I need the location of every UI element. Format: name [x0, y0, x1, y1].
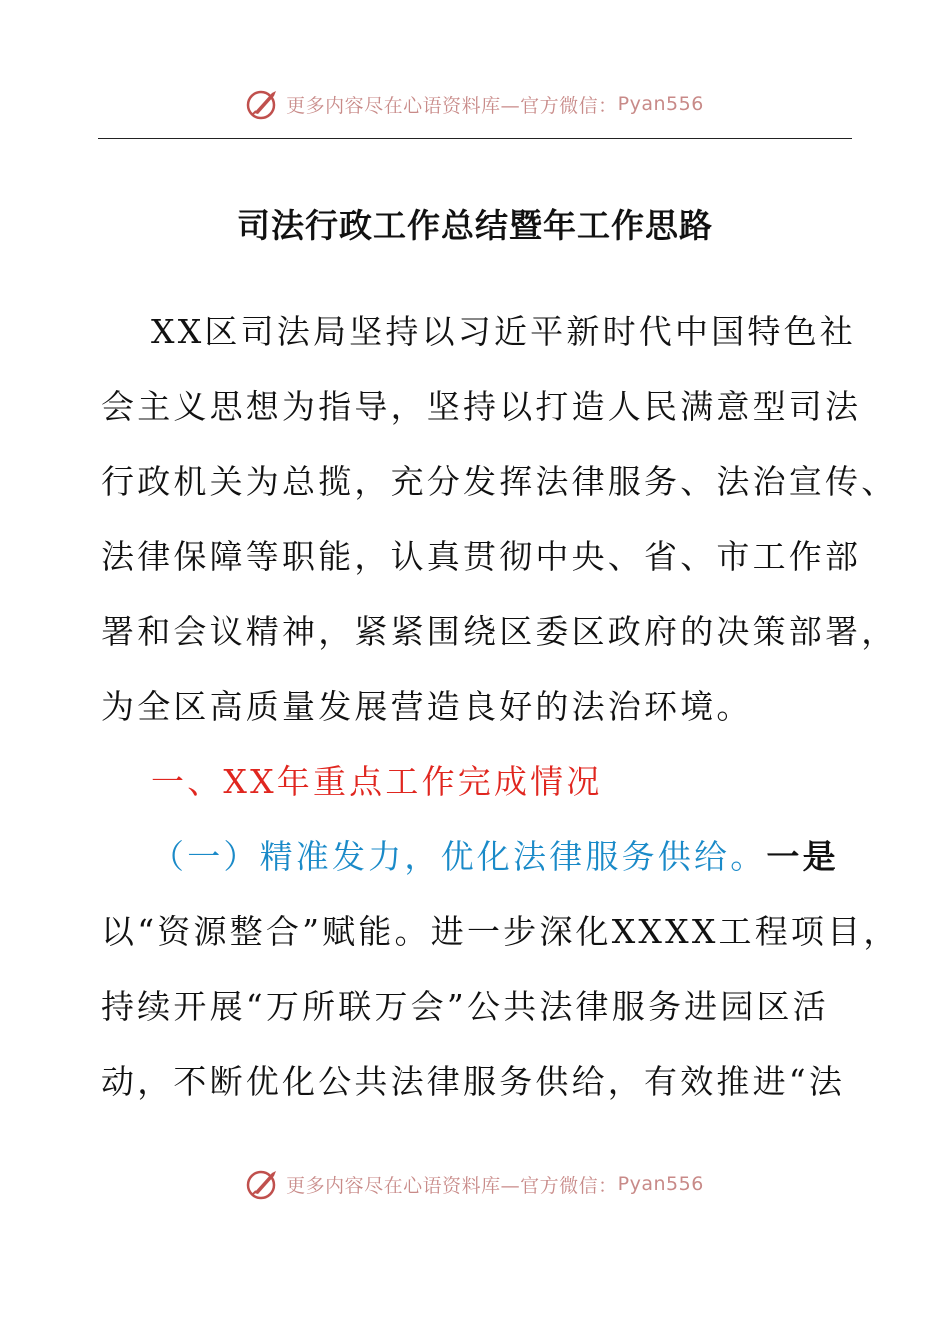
subsection-line [101, 819, 871, 894]
header-divider [98, 138, 852, 139]
section-heading: 一、XX年重点工作完成情况 [151, 762, 603, 801]
header-watermark [0, 84, 950, 124]
paragraph-line: 法律保障等职能，认真贯彻中央、省、市工作部 [101, 537, 862, 576]
watermark-id: Pyan556 [617, 1173, 704, 1195]
watermark-id: Pyan556 [617, 93, 704, 115]
paragraph-line: 为全区高质量发展营造良好的法治环境。 [101, 687, 753, 726]
subsection-heading: （一）精准发力，优化法律服务供给。 [151, 837, 767, 876]
document-body [101, 294, 900, 1119]
quill-logo-icon [246, 87, 280, 121]
document-title: 司法行政工作总结暨年工作思路 [237, 206, 713, 245]
paragraph-line: 以“资源整合”赋能。进一步深化XXXX工程项目， [101, 912, 900, 951]
footer-watermark [0, 1164, 950, 1204]
paragraph-line: 署和会议精神，紧紧围绕区委区政府的决策部署， [101, 612, 898, 651]
paragraph-line: 会主义思想为指导，坚持以打造人民满意型司法 [101, 387, 862, 426]
lead-bold-text: 一是 [766, 837, 839, 876]
paragraph-line: 行政机关为总揽，充分发挥法律服务、法治宣传、 [101, 462, 898, 501]
watermark-text: 更多内容尽在心语资料库—官方微信： [286, 94, 618, 117]
paragraph-line: XX区司法局坚持以习近平新时代中国特色社 [151, 312, 856, 351]
quill-logo-icon [246, 1167, 280, 1201]
watermark-text: 更多内容尽在心语资料库—官方微信： [286, 1174, 618, 1197]
paragraph-line: 持续开展“万所联万会”公共法律服务进园区活 [101, 987, 829, 1026]
paragraph-line: 动，不断优化公共法律服务供给，有效推进“法 [101, 1062, 846, 1101]
